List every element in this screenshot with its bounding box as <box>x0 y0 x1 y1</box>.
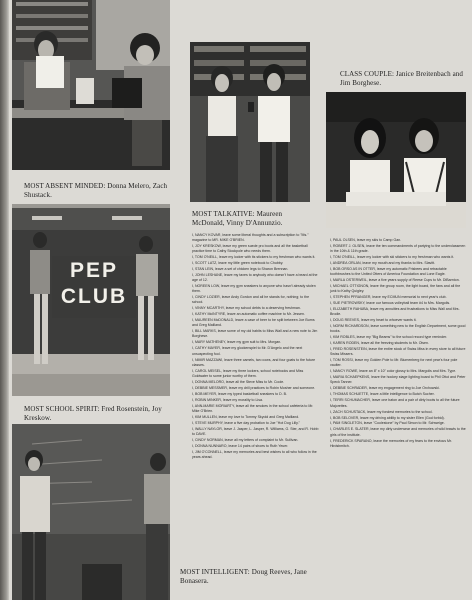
will-entry: I, MARLA OSTERWEIL, leave a five years supply of Reese Cups to Mr. DiBarnton. <box>330 278 460 283</box>
will-entry: I, ZACH SCHUSTACK, leave my fondest memories to the school. <box>330 409 433 414</box>
will-entry: I, KATHY McINTYRE, leave an automatic coffee machine to Mr. Jessen. <box>192 312 305 317</box>
will-entry: I, ROBERT J. OLSEN, leave the ten commandments of partying to the underclassmen in the 10th & 11th grade. <box>330 243 466 254</box>
will-entry: I, STAN LEIN, leave a set of chicken legs to Sharon Brennan. <box>192 267 289 272</box>
will-entry: I, PAUL OLSEN, leave my skis to Camp Gan. <box>330 238 402 242</box>
will-entry: I, ROBIN MINKER, leave my morality to Lisa. <box>192 397 263 402</box>
will-entry: I, JIM O'CONNELL, leave my memories and best wishes to all who follow in the years ahead. <box>192 449 317 459</box>
will-entry: I, CAROL MEISEL, leave my three lockers, school notebooks and Miss Goldwater to some junior worthy of them. <box>192 368 304 378</box>
award-names: Janice Breitenbach and Jim Borghese. <box>340 70 463 87</box>
photo-intelligent <box>12 424 170 600</box>
will-entry: I, KAREN RODEN, leave all the freezing students to Mr. Olsen. <box>330 341 429 346</box>
will-entry: I, DONNA NUNNARO, leave 14 pairs of shoes to Ruth Yeuer. <box>192 443 289 448</box>
will-entry: I, SUE PIETROWSKY, leave our famous volleyball team #4 to Mrs. Margolis. <box>330 301 451 306</box>
caption-class-couple <box>340 70 466 87</box>
will-entry: I, MICHAEL OTTIGNON, leave the group room, the light board, the fans and all the junk to Kathy Quigley. <box>330 284 461 294</box>
award-names: Maureen McDonald, Vinny D'Annunzio. <box>192 210 283 227</box>
will-entry: I, CINDY LOZIER, leave Andy Gordon and all he stands for, nothing; to the school. <box>192 295 310 305</box>
will-entry: I, TOM O'NEILL, leave my locker with ski stickers to my freshman who wants it. <box>330 255 455 260</box>
senior-will-right-column <box>330 238 466 450</box>
will-entry: I, FREDERICK SPARANO, leave the memories of my fears to the envious Mr. Hirdsbmitch. <box>330 438 452 448</box>
will-entry: I, ANN-MARIE MORIARTY, leave all the smokes in the school cafeteria to Mr. Mike O'Brien. <box>192 403 314 413</box>
will-entry: I, CHARLES E. SLATER, leave my dirty underwear and memories of wild brawls to the girls of the institute. <box>330 427 466 437</box>
will-entry: I, VINNY MCARTHY, leave my school debts to a deserving freshman. <box>192 306 301 311</box>
photo-absent-minded <box>12 0 170 170</box>
senior-will-left-column <box>192 233 320 461</box>
will-entry: I, NIMIR MAZZAWI, leave three camels, two cows, and four goats to the future classes. <box>192 357 316 367</box>
caption-intelligent <box>180 568 330 585</box>
will-entry: I, CATHY MAYER, leave my glockenspiel to Mr. D'Angelo and the next unsuspecting fool. <box>192 346 303 356</box>
will-entry: I, TOM ROSSI, leave my Golden Pole to Mr. Blumenberg for next year's four pole vaulter. <box>330 358 458 368</box>
will-entry: I, MARY MATHENEY, leave my gym suit to Mrs. Morgan. <box>192 340 282 345</box>
will-entry: I, NANCY ROWE, leave an 8" x 10" color glossy to Mrs. Margolis and Mrs. Type. <box>330 369 457 374</box>
caption-talkative <box>192 210 316 227</box>
will-entry: I, SCOTT LATZ, leave my little green notebook to Chubby. <box>192 261 284 266</box>
award-title: MOST ABSENT MINDED: <box>24 182 106 190</box>
will-entry: I, KIM MULLEN, leave my love to Tommy Skyold and Greg Mailland. <box>192 414 300 419</box>
award-names: Donna Melero, Zach Shustack. <box>24 182 168 199</box>
will-entry: I, THOMAS SCHUETTE, leave a little intelligence to Butch Sucher. <box>330 392 435 397</box>
will-entry: I, ELIZABETH RAHUBA, leave my annuities and frustrations to Miss Wall and Mrs. Brodie. <box>330 307 460 317</box>
will-entry: I, BOB SELOVER, leave my driving ability to my sister Ellen (God forbid). <box>330 415 445 420</box>
will-entry: I, JOY KRESKOW, leave my green suede pro boots and all the basketball practice time to Cathy Stockpole who needs them. <box>192 244 308 254</box>
will-entry: I, BOB ORSO AS IN OTTER, leave my automatic Frisbees and retractable toothbrushes to the United Otters of America Foundation and Lone Eagle. <box>330 267 447 277</box>
will-entry: I, MARIA SCHAEPKENS, leave the hockey stage lighting board to Phil Ottoi and Peter Speck Tanner. <box>330 375 466 385</box>
banner-line-1: PEP <box>69 259 119 282</box>
will-entry: I, NANCY KOVAR, leave some liberal thoughts and a subscription to "Ms." magazine to MR. MIKE O'BRIEN. <box>192 233 309 243</box>
award-names: Fred Rosenstein, Joy Kreskow. <box>24 405 162 422</box>
will-entry: I, DONNA MELORO, leave all the Steve Miss to Mr. Coole. <box>192 379 285 384</box>
caption-school-spirit <box>24 405 170 422</box>
will-entry: I, ANDREA ORLAN, leave my mouth and my thanks to Mrs. Slavitt. <box>330 261 436 266</box>
award-title: MOST SCHOOL SPIRIT: <box>24 405 100 413</box>
will-entry: I, KIM ROBLES, leave my "Big Beams" to the school record type reminder. <box>330 335 448 340</box>
caption-absent-minded <box>24 182 174 199</box>
will-entry: I, MAUREEN McDONALD, leave a case of beer to be split between Joe Burns and Greg Mailland. <box>192 318 315 328</box>
will-entry: I, TOM O'NEILL, leave my locker with its stickers to my freshman who wants it. <box>192 255 316 260</box>
award-title: MOST INTELLIGENT: <box>180 568 250 576</box>
will-entry: I, DEBBIE SCHRADER, leave my engagement ring to Joe Orchowski. <box>330 386 440 391</box>
photo-school-spirit <box>12 204 170 396</box>
will-entry: I, PAM SINGLETON, leave "Coolestone" by Paul Simon to Mr. Schweige. <box>330 421 445 426</box>
will-entry: I, BILL MARKS, leave some of my old habits to Miss Wall and a new note to Jim Borghese. <box>192 329 318 339</box>
will-entry: I, STEPHEN PFRANGER, leave my ECMUN memorial to next year's club. <box>330 295 447 300</box>
will-entry: I, JOHN LESHANE, leave my taxes to anybody who doesn't have a beard at the age of 12. <box>192 273 318 283</box>
award-title: MOST TALKATIVE: <box>192 210 255 218</box>
will-entry: I, CINDY NORMAN, leave all my letters of complaint to Mr. Sullivan. <box>192 437 299 442</box>
will-entry: I, BOB MEYER, leave my typed basketball sneakers to D. B. <box>192 391 288 396</box>
banner-line-2: CLUB <box>60 285 128 308</box>
will-entry: I, TERRI SCHUMACHER, leave one baton and a pair of dirty boots to all the future Majorettes. <box>330 398 460 408</box>
photo-class-couple <box>326 92 466 228</box>
pep-club-banner <box>52 258 136 318</box>
will-entry: I, WALLY NAYLOR, leave J. Jasper, L. Jasper, R. Williams, G. Ster, and R. Hobb to DAVE. <box>192 426 319 436</box>
will-entry: I, NOREEN LOW, leave my gym sneakers to anyone who hasn't already stolen them. <box>192 284 316 294</box>
photo-talkative <box>190 42 310 202</box>
will-entry: I, DOUG REEVES, leave my heart to whoever wants it. <box>330 318 417 323</box>
page-binding <box>0 0 9 600</box>
will-entry: I, STEVE MURPHY, leave a five day probation to Joe "Hot Dog Lilly." <box>192 420 300 425</box>
will-entry: I, FRED ROSENSTEIN, leave the entire stock of Swiss Miss in every store to all future Swiss Missers. <box>330 347 466 357</box>
award-title: CLASS COUPLE: <box>340 70 395 78</box>
will-entry: I, DEBBIE MESSMER, leave my drill practices to Robin Mosher and someone. <box>192 385 316 390</box>
will-entry: I, NORM RICHARDSON, leave something new to the English Department, some good books. <box>330 324 466 334</box>
award-names: Doug Reeves, Jane Bonasera. <box>180 568 307 585</box>
